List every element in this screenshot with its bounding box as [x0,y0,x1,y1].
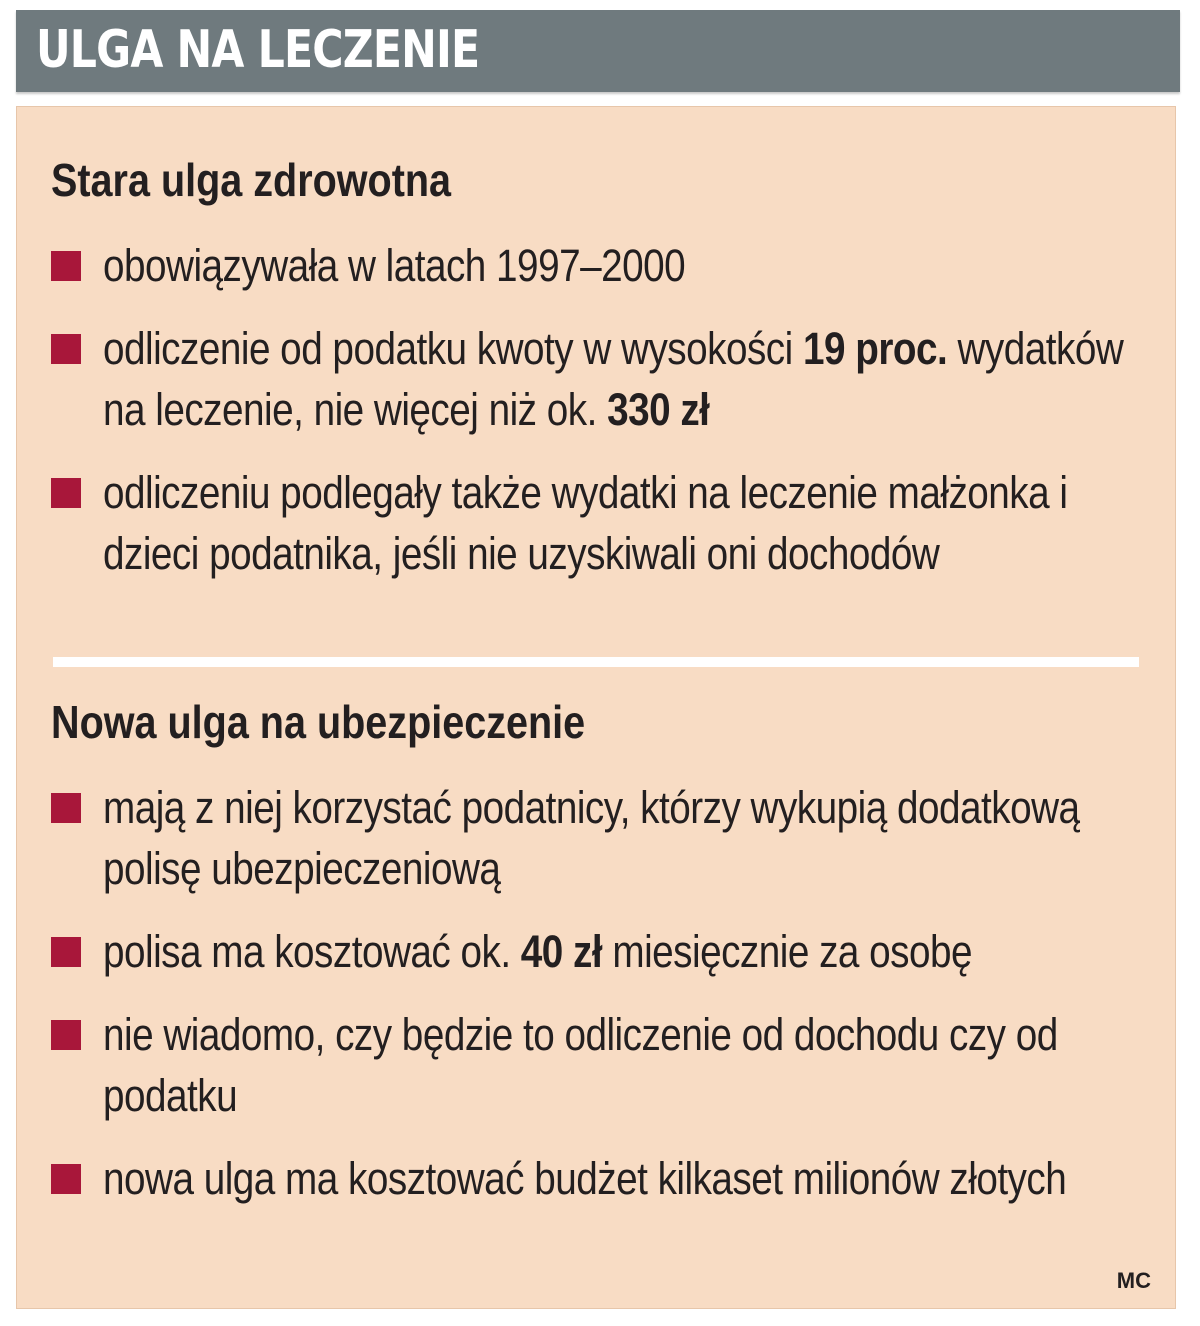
header-bar [16,10,1180,92]
list-item [51,1148,1171,1209]
page-title: ULGA NA LECZENIE [36,20,480,80]
square-bullet-icon [51,478,81,508]
list-item-text: obowiązywała w latach 1997–2000 [103,240,686,291]
new-relief-list [51,777,1171,1209]
square-bullet-icon [51,334,81,364]
highlight-percent: 19 proc. [802,323,948,374]
section-title-new-relief: Nowa ulga na ubezpieczenie [51,696,586,748]
list-item [51,235,1171,296]
list-item [51,777,1171,899]
list-item [51,921,1171,982]
square-bullet-icon [51,937,81,967]
list-item-text: polisa ma kosztować ok. 40 zł miesięcznie za osobę [103,926,973,977]
list-item-text: nowa ulga ma kosztować budżet kilkaset milionów złotych [103,1153,1067,1204]
list-item-text: odliczeniu podlegały także wydatki na leczenie małżonka i dzieci podatnika, jeśli nie uzyskiwali oni dochodów [103,467,1068,579]
list-item [51,318,1171,440]
square-bullet-icon [51,251,81,281]
square-bullet-icon [51,1164,81,1194]
list-item [51,1004,1171,1126]
section-title-old-relief: Stara ulga zdrowotna [51,154,452,206]
list-item-text: nie wiadomo, czy będzie to odliczenie od dochodu czy od podatku [103,1009,1058,1121]
highlight-amount: 40 zł [520,926,603,977]
old-relief-list [51,235,1171,584]
square-bullet-icon [51,1020,81,1050]
list-item-text: odliczenie od podatku kwoty w wysokości 19 proc. wydatków na leczenie, nie więcej niż ok. 330 zł [103,323,1124,435]
content-panel [16,106,1176,1309]
section-divider [53,657,1139,667]
highlight-amount: 330 zł [607,384,710,435]
list-item-text: mają z niej korzystać podatnicy, którzy wykupią dodatkową polisę ubezpieczeniową [103,782,1080,894]
list-item [51,462,1171,584]
author-signature: MC [1116,1268,1151,1293]
square-bullet-icon [51,793,81,823]
